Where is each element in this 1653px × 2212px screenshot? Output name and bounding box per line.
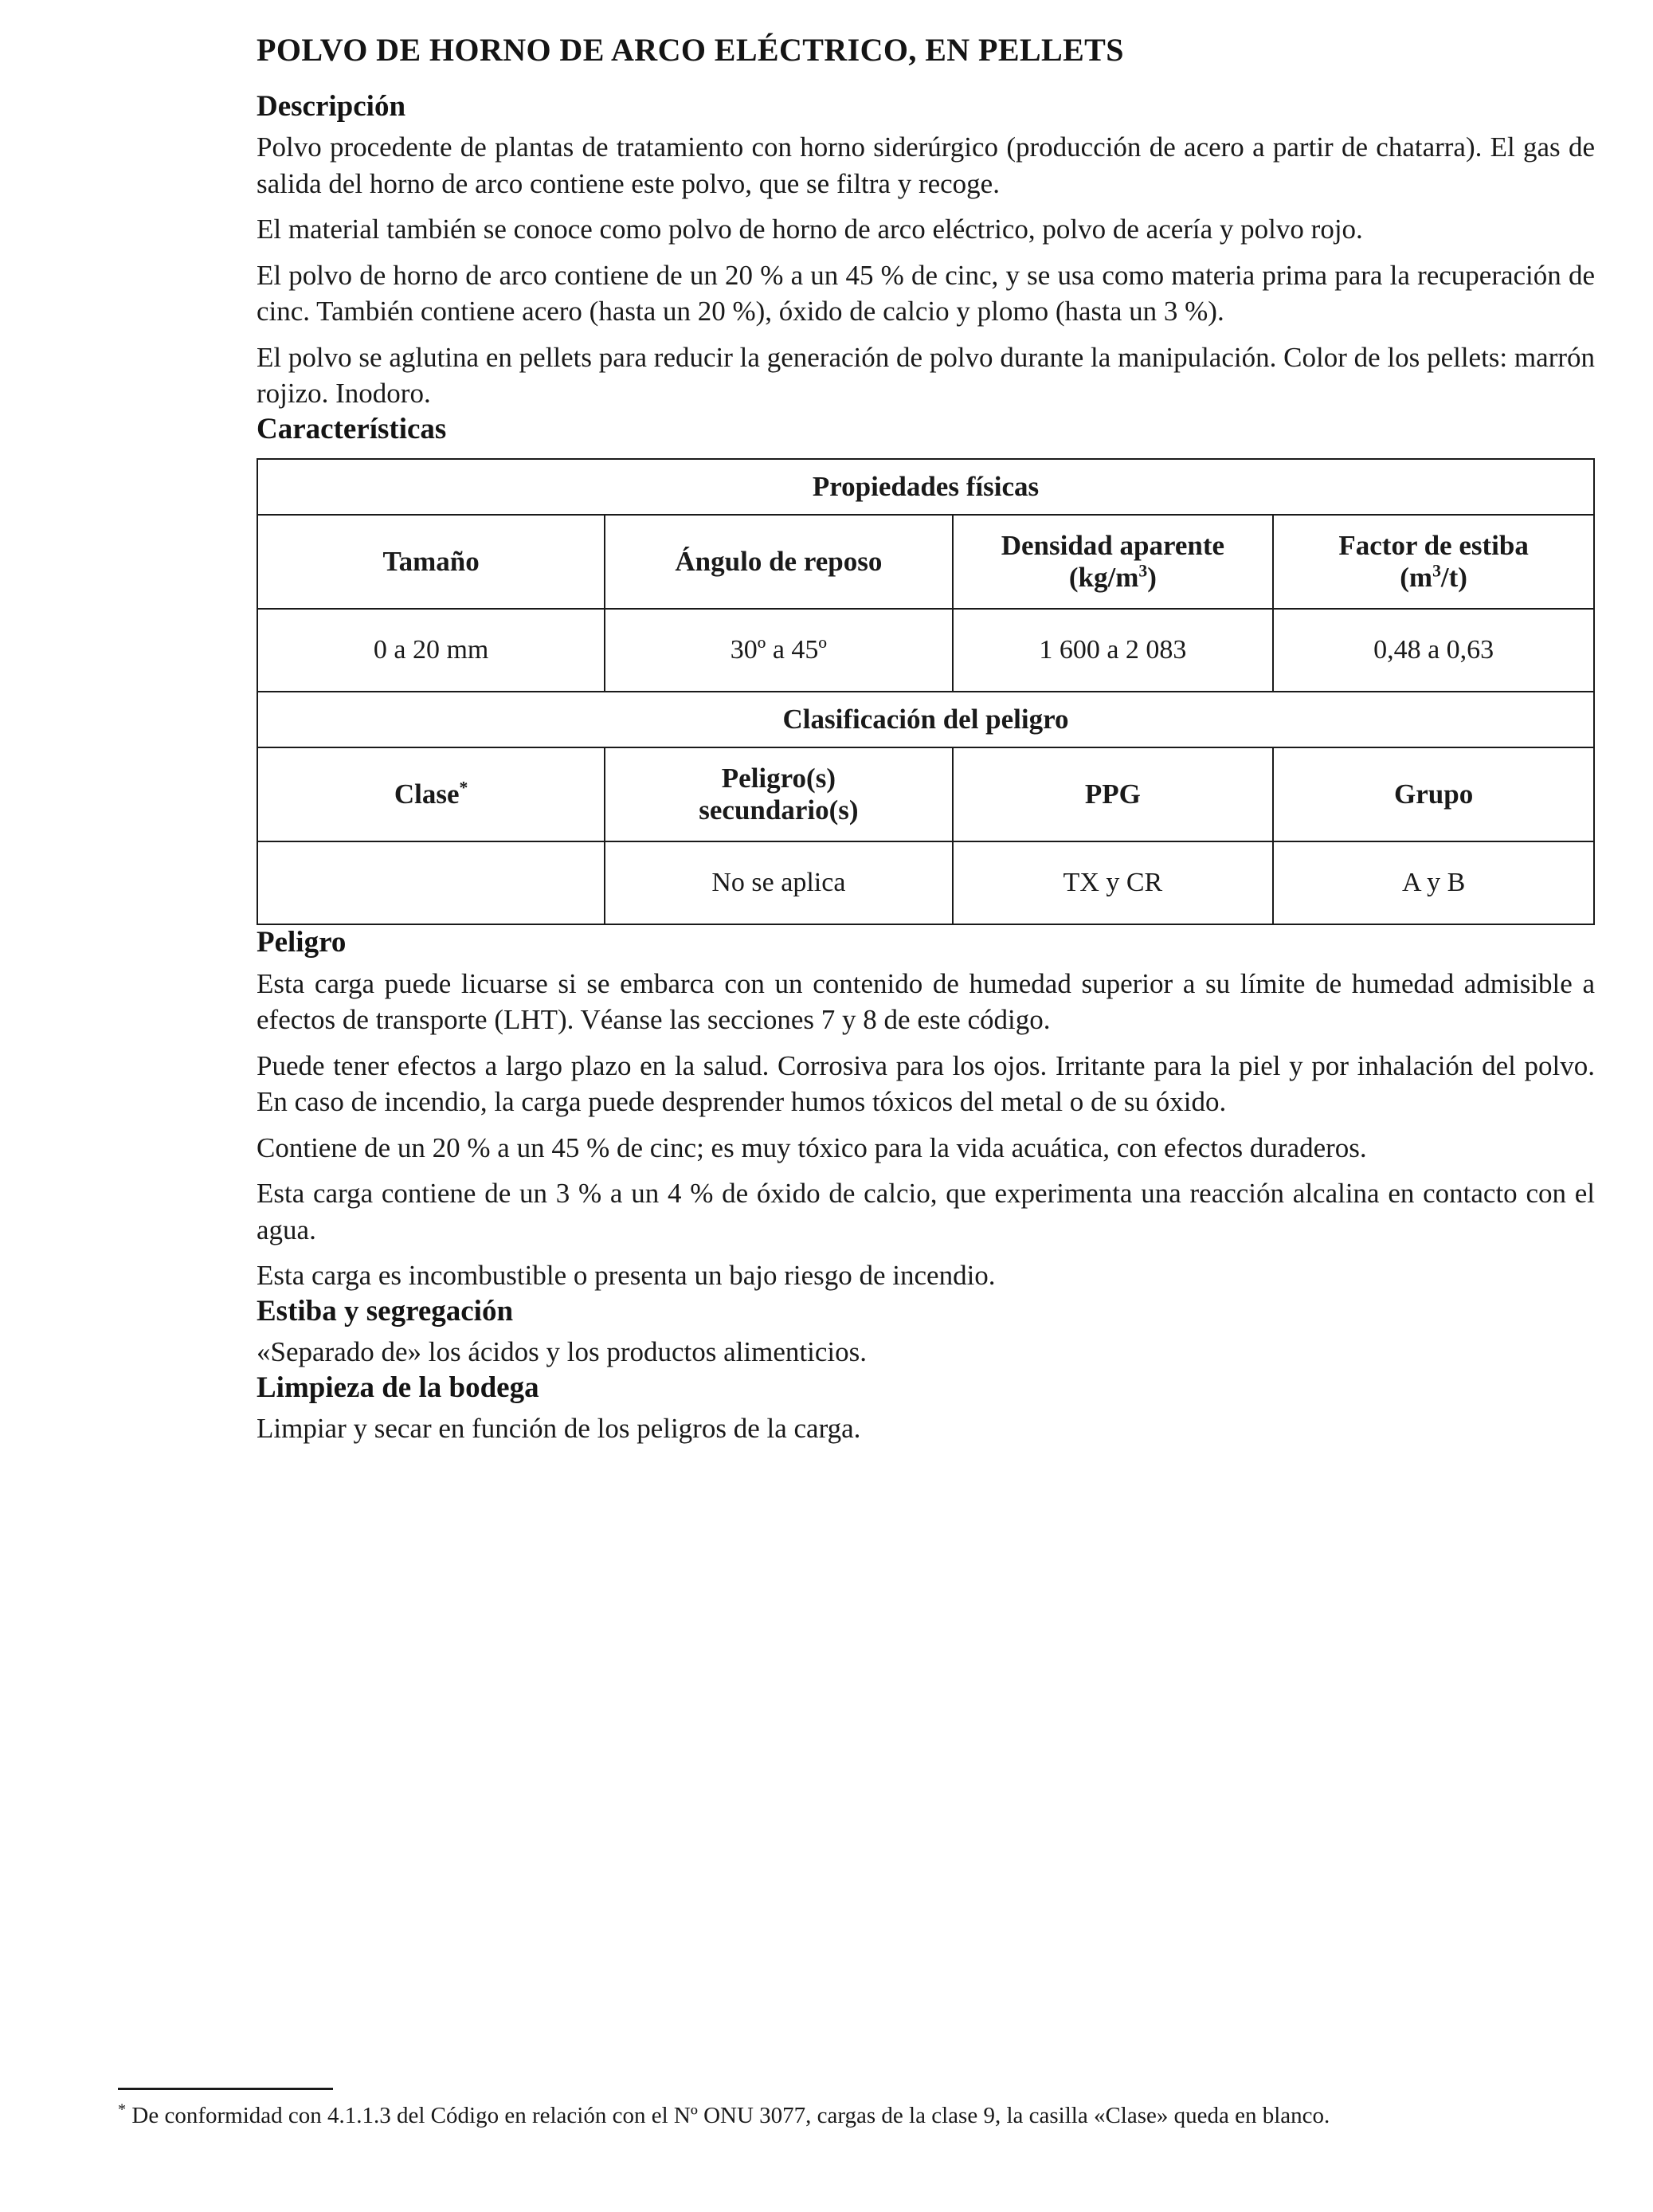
footnote [118,2101,1631,2130]
column-header-ppg: PPG [953,747,1274,841]
density-unit-suffix: ) [1147,562,1157,594]
secondary-label-line1: Peligro(s) [721,763,836,794]
cell-angle-value: 30º a 45º [605,609,952,692]
density-unit-prefix: (kg/m [1068,562,1139,594]
paragraph: El polvo se aglutina en pellets para reducir la generación de polvo durante la manipulación. Color de los pellets: marrón rojizo. Inodoro. [257,341,1595,410]
density-label-line1: Densidad aparente [1001,530,1225,562]
section-heading-descripcion: Descripción [257,90,406,123]
section-heading-estiba: Estiba y segregación [257,1294,514,1328]
stowage-unit-exponent: 3 [1432,561,1441,581]
paragraph: Esta carga es incombustible o presenta un bajo riesgo de incendio. [257,1260,996,1292]
footnote-body: De conformidad con 4.1.1.3 del Código en relación con el Nº ONU 3077, cargas de la clase 9, la casilla «Clase» queda en blanco. [131,2103,1330,2128]
cell-class-value [257,841,605,924]
secondary-label-line2: secundario(s) [699,794,859,826]
column-header-density [953,515,1274,609]
cell-size-value: 0 a 20 mm [257,609,605,692]
column-header-group: Grupo [1273,747,1594,841]
stowage-label-line1: Factor de estiba [1338,530,1529,562]
table-row [257,459,1594,515]
paragraph: Polvo procedente de plantas de tratamiento con horno siderúrgico (producción de acero a partir de chatarra). El gas de salida del horno de arco contiene este polvo, que se filtra y recoge. [257,131,1595,199]
paragraph: El material también se conoce como polvo de horno de arco eléctrico, polvo de acería y polvo rojo. [257,214,1363,245]
cell-ppg-value: TX y CR [953,841,1274,924]
cell-group-value: A y B [1273,841,1594,924]
column-header-angle: Ángulo de reposo [605,515,952,609]
column-header-secondary-hazards [605,747,952,841]
page-title: POLVO DE HORNO DE ARCO ELÉCTRICO, EN PELLETS [257,32,1124,68]
paragraph: Limpiar y secar en función de los peligros de la carga. [257,1412,861,1444]
paragraph: «Separado de» los ácidos y los productos alimenticios. [257,1336,867,1368]
section-heading-peligro: Peligro [257,926,347,959]
footnote-area [118,2088,1631,2130]
paragraph: El polvo de horno de arco contiene de un 20 % a un 45 % de cinc, y se usa como materia prima para la recuperación de cinc. También contiene acero (hasta un 20 %), óxido de calcio y plomo (hasta un 3 %). [257,259,1595,327]
stowage-unit-suffix: /t) [1440,562,1467,594]
class-label: Clase [394,779,460,810]
content-column [257,32,1595,1446]
density-unit-exponent: 3 [1138,561,1148,581]
table-row [257,841,1594,924]
section-heading-limpieza: Limpieza de la bodega [257,1371,539,1404]
table-band-hazard: Clasificación del peligro [257,692,1594,747]
table-row [257,692,1594,747]
paragraph: Puede tener efectos a largo plazo en la salud. Corrosiva para los ojos. Irritante para la piel y por inhalación del polvo. En caso de incendio, la carga puede desprender humos tóxicos del metal o de su óxido. [257,1049,1595,1118]
stowage-unit-prefix: (m [1400,562,1433,594]
column-header-stowage [1273,515,1594,609]
cell-density-value: 1 600 a 2 083 [953,609,1274,692]
table-band-physical: Propiedades físicas [257,459,1594,515]
paragraph: Contiene de un 20 % a un 45 % de cinc; es muy tóxico para la vida acuática, con efectos duraderos. [257,1131,1367,1163]
class-footnote-marker: * [459,778,468,798]
column-header-size: Tamaño [257,515,605,609]
table-row [257,515,1594,609]
table-row [257,609,1594,692]
paragraph: Esta carga puede licuarse si se embarca con un contenido de humedad superior a su límite de humedad admisible a efectos de transporte (LHT). Véanse las secciones 7 y 8 de este código. [257,967,1595,1036]
footnote-separator-rule [118,2088,333,2090]
cell-stowage-value: 0,48 a 0,63 [1273,609,1594,692]
cell-secondary-value: No se aplica [605,841,952,924]
table-row [257,747,1594,841]
section-heading-caracteristicas: Características [257,412,447,445]
footnote-marker: * [118,2100,127,2119]
column-header-class [257,747,605,841]
paragraph: Esta carga contiene de un 3 % a un 4 % de óxido de calcio, que experimenta una reacción alcalina en contacto con el agua. [257,1178,1595,1245]
properties-table [257,458,1595,925]
